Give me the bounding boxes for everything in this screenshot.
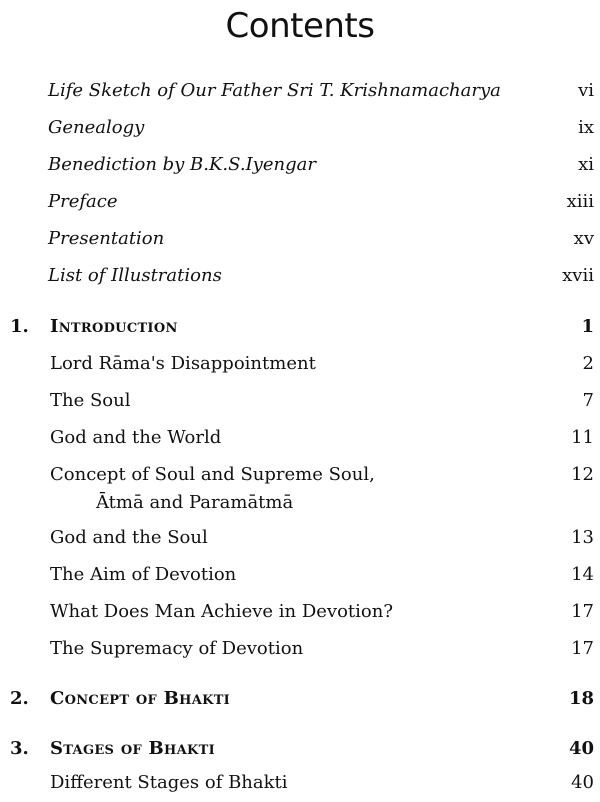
section-page: 2 [582,353,594,374]
section-page: 7 [582,390,594,411]
toc-entry-list-of-illustrations[interactable] [0,265,600,295]
toc-entry-presentation[interactable] [0,228,600,258]
section-label: The Soul [50,390,131,411]
toc-section-god-and-soul[interactable] [0,527,600,557]
section-label: Lord Rāma's Disappointment [50,353,316,374]
section-label: What Does Man Achieve in Devotion? [50,601,393,622]
chapter-page: 18 [568,688,594,709]
toc-entry-preface[interactable] [0,191,600,221]
section-label: The Supremacy of Devotion [50,638,304,659]
chapter-number: 1. [10,316,29,337]
toc-section-aim-of-devotion[interactable] [0,564,600,594]
toc-entry-page: vi [578,80,594,101]
toc-entry-label: List of Illustrations [48,265,222,286]
toc-section-lord-rama[interactable] [0,353,600,383]
chapter-page: 40 [568,738,594,759]
toc-entry-page: ix [578,117,594,138]
chapter-title: Introduction [50,316,178,337]
section-page: 12 [571,464,594,485]
toc-section-god-and-world[interactable] [0,427,600,457]
toc-section-concept-of-soul[interactable] [0,464,600,524]
section-page: 17 [571,638,594,659]
section-page: 17 [571,601,594,622]
toc-entry-label: Benediction by B.K.S.Iyengar [48,154,316,175]
section-label: God and the Soul [50,527,208,548]
section-label: Concept of Soul and Supreme Soul, [50,464,375,485]
chapter-number: 3. [10,738,29,759]
toc-section-the-soul[interactable] [0,390,600,420]
section-page: 11 [571,427,594,448]
toc-chapter-stages-of-bhakti[interactable] [0,738,600,768]
page-title: Contents [225,6,375,46]
toc-entry-life-sketch[interactable] [0,80,600,110]
chapter-title: Stages of Bhakti [50,738,215,759]
toc-entry-page: xiii [566,191,594,212]
toc-chapter-concept-of-bhakti[interactable] [0,688,600,718]
chapter-page: 1 [581,316,594,337]
toc-entry-label: Presentation [48,228,165,249]
section-label: Different Stages of Bhakti [50,772,288,793]
section-label-line2: Ātmā and Paramātmā [96,492,294,513]
toc-entry-page: xvii [562,265,594,286]
section-label: The Aim of Devotion [50,564,237,585]
toc-entry-benediction[interactable] [0,154,600,184]
toc-entry-page: xv [573,228,594,249]
toc-entry-label: Life Sketch of Our Father Sri T. Krishnamacharya [48,80,501,101]
section-page: 40 [571,772,594,793]
toc-section-different-stages[interactable] [0,772,600,802]
toc-entry-page: xi [578,154,594,175]
toc-chapter-introduction[interactable] [0,316,600,346]
toc-entry-genealogy[interactable] [0,117,600,147]
toc-entry-label: Preface [48,191,118,212]
section-label: God and the World [50,427,222,448]
chapter-number: 2. [10,688,29,709]
toc-section-what-does-man-achieve[interactable] [0,601,600,631]
section-page: 13 [571,527,594,548]
chapter-title: Concept of Bhakti [50,688,231,709]
toc-section-supremacy-of-devotion[interactable] [0,638,600,668]
section-page: 14 [571,564,594,585]
toc-entry-label: Genealogy [48,117,145,138]
